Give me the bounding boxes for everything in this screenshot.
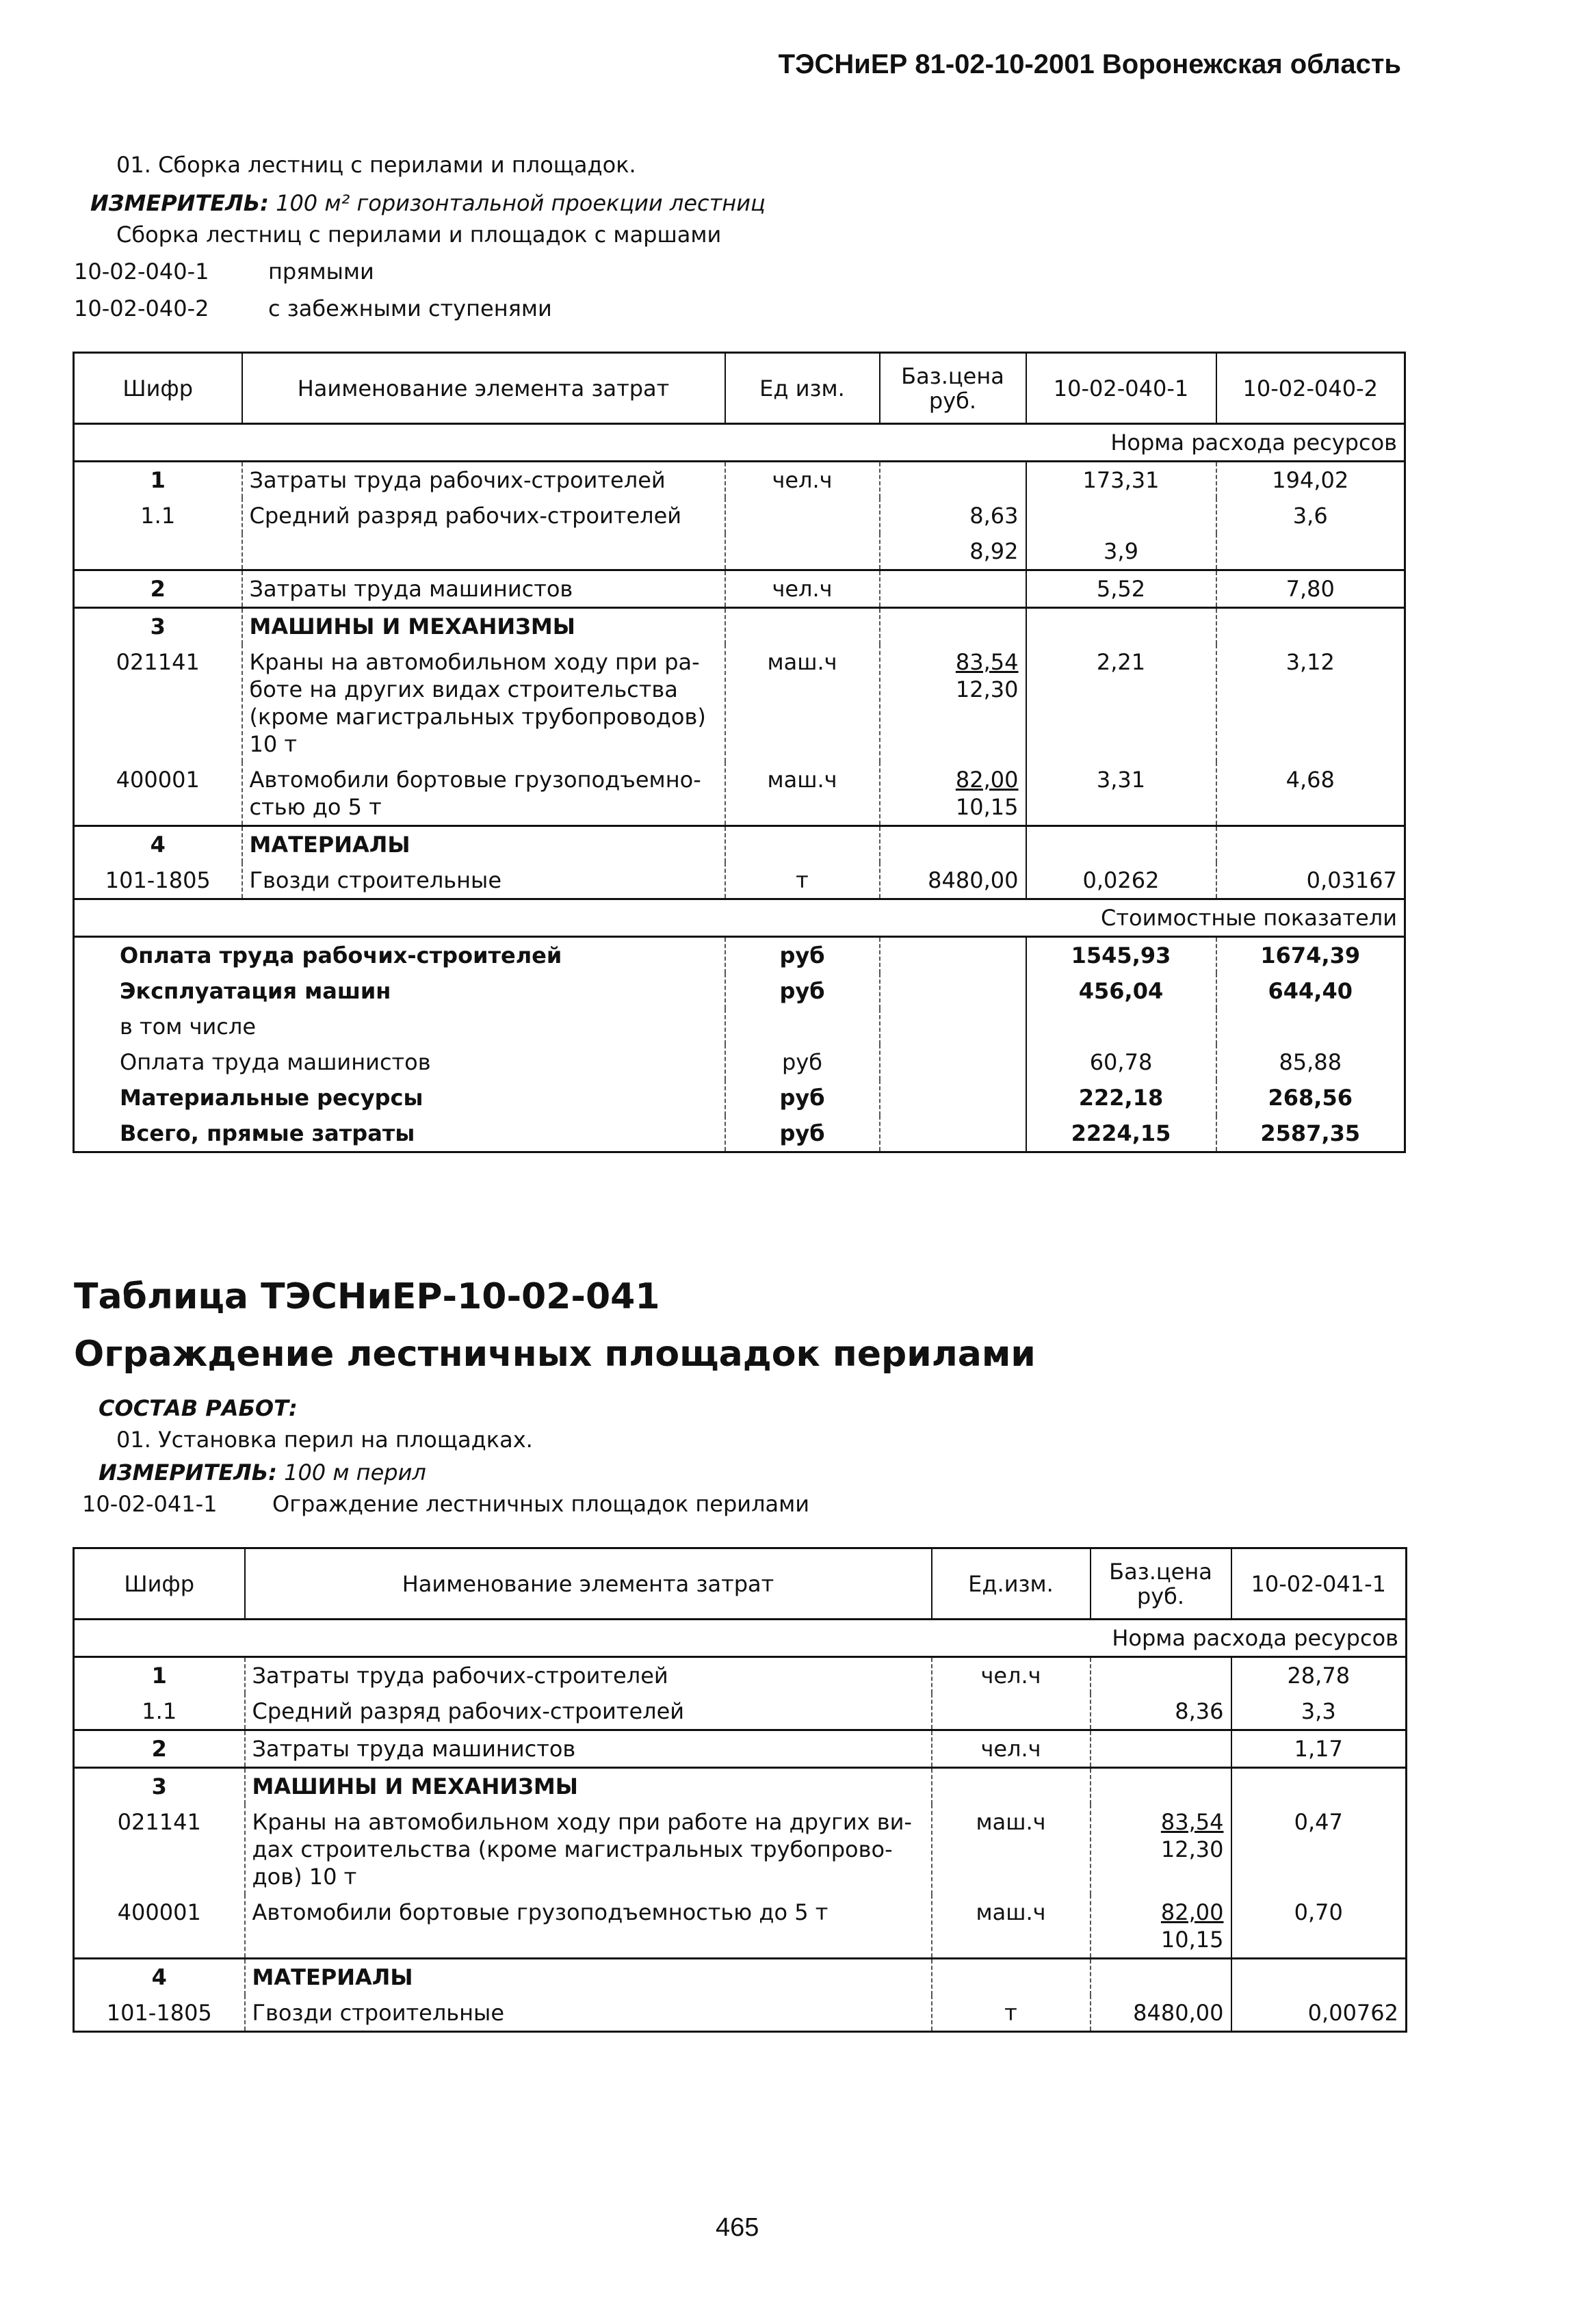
table-row: 021141 Краны на автомобильном ходу при работе на других ви- дах строительства (кроме магистральных трубопрово- дов) 10 т маш.ч 83,54 12,30 0,47 [74, 1804, 1407, 1894]
col-header-name: Наименование элемента затрат [245, 1548, 932, 1620]
cost-row: Материальные ресурсы руб 222,18 268,56 [74, 1080, 1405, 1115]
norm-label-row [74, 1620, 1407, 1657]
measure-value-2: 100 м перил [284, 1460, 426, 1485]
measure-line-2 [99, 1460, 426, 1485]
cost-row: Всего, прямые затраты руб 2224,15 2587,35 [74, 1115, 1405, 1152]
table-row: 400001 Автомобили бортовые грузоподъемно- стью до 5 т маш.ч 82,00 10,15 3,31 4,68 [74, 762, 1405, 826]
col-header-price: Баз.цена руб. [1091, 1548, 1231, 1620]
col-header-unit: Ед изм. [725, 353, 880, 424]
cost-row: Оплата труда машинистов руб 60,78 85,88 [74, 1044, 1405, 1080]
table-row: 2 Затраты труда машинистов чел.ч 1,17 [74, 1730, 1407, 1768]
measure-label: ИЗМЕРИТЕЛЬ: [90, 190, 269, 216]
col-header-price: Баз.цена руб. [880, 353, 1026, 424]
cost-row: Оплата труда рабочих-строителей руб 1545,93 1674,39 [74, 937, 1405, 974]
section-subtitle: Сборка лестниц с перилами и площадок с маршами [116, 222, 722, 248]
table-row: 101-1805 Гвозди строительные т 8480,00 0,00762 [74, 1995, 1407, 2032]
table-title: Таблица ТЭСНиЕР-10-02-041 [74, 1276, 660, 1317]
norm-label: Норма расхода ресурсов [1110, 430, 1397, 455]
table-row: 021141 Краны на автомобильном ходу при ра- боте на других видах строительства (кроме магистральных трубопроводов) 10 т маш.ч 83,54 12,30 2,21 3,12 [74, 644, 1405, 762]
code-1-desc: прямыми [268, 259, 374, 285]
code-3: 10-02-041-1 [82, 1491, 218, 1517]
table-row: 1 Затраты труда рабочих-строителей чел.ч 28,78 [74, 1657, 1407, 1694]
cost-row: в том числе [74, 1009, 1405, 1044]
col-header-code: Шифр [74, 353, 242, 424]
table-row: 1.1 Средний разряд рабочих-строителей 8,63 3,6 [74, 498, 1405, 533]
col-header-v1: 10-02-041-1 [1231, 1548, 1407, 1620]
col-header-unit: Ед.изм. [932, 1548, 1091, 1620]
table-row: 1.1 Средний разряд рабочих-строителей 8,36 3,3 [74, 1693, 1407, 1730]
resource-table-1 [73, 352, 1406, 1153]
table-subtitle: Ограждение лестничных площадок перилами [74, 1334, 1036, 1375]
table-row: 4 МАТЕРИАЛЫ [74, 826, 1405, 863]
norm-label-row [74, 424, 1405, 462]
code-2: 10-02-040-2 [74, 295, 209, 321]
col-header-name: Наименование элемента затрат [242, 353, 725, 424]
col-header-v1: 10-02-040-1 [1026, 353, 1216, 424]
table-row: 8,92 3,9 [74, 533, 1405, 570]
table-row: 3 МАШИНЫ И МЕХАНИЗМЫ [74, 608, 1405, 645]
work-item-2: 01. Установка перил на площадках. [116, 1427, 533, 1453]
page-header-title: ТЭСНиЕР 81-02-10-2001 Воронежская область [778, 49, 1401, 79]
measure-label-2: ИЗМЕРИТЕЛЬ: [99, 1460, 277, 1485]
resource-table-2 [73, 1547, 1407, 2033]
table-row: 2 Затраты труда машинистов чел.ч 5,52 7,80 [74, 570, 1405, 608]
table-row: 3 МАШИНЫ И МЕХАНИЗМЫ [74, 1768, 1407, 1805]
measure-value: 100 м² горизонтальной проекции лестниц [276, 190, 766, 216]
col-header-v2: 10-02-040-2 [1216, 353, 1405, 424]
code-3-desc: Ограждение лестничных площадок перилами [272, 1491, 810, 1517]
cost-row: Эксплуатация машин руб 456,04 644,40 [74, 973, 1405, 1009]
col-header-code: Шифр [74, 1548, 245, 1620]
work-item: 01. Сборка лестниц с перилами и площадок. [116, 152, 636, 178]
page-number: 465 [716, 2213, 759, 2242]
table-header-row [74, 353, 1405, 424]
table-row: 400001 Автомобили бортовые грузоподъемностью до 5 т маш.ч 82,00 10,15 0,70 [74, 1894, 1407, 1959]
table-header-row [74, 1548, 1407, 1620]
code-1: 10-02-040-1 [74, 259, 209, 285]
table-row: 101-1805 Гвозди строительные т 8480,00 0,0262 0,03167 [74, 862, 1405, 899]
table-row: 1 Затраты труда рабочих-строителей чел.ч 173,31 194,02 [74, 462, 1405, 499]
measure-line [90, 190, 766, 216]
table-row: 4 МАТЕРИАЛЫ [74, 1959, 1407, 1996]
cost-label-row [74, 899, 1405, 937]
composition-label: СОСТАВ РАБОТ: [99, 1395, 298, 1421]
cost-label: Стоимостные показатели [1026, 899, 1405, 937]
code-2-desc: с забежными ступенями [268, 295, 552, 321]
norm-label: Норма расхода ресурсов [1112, 1625, 1398, 1651]
